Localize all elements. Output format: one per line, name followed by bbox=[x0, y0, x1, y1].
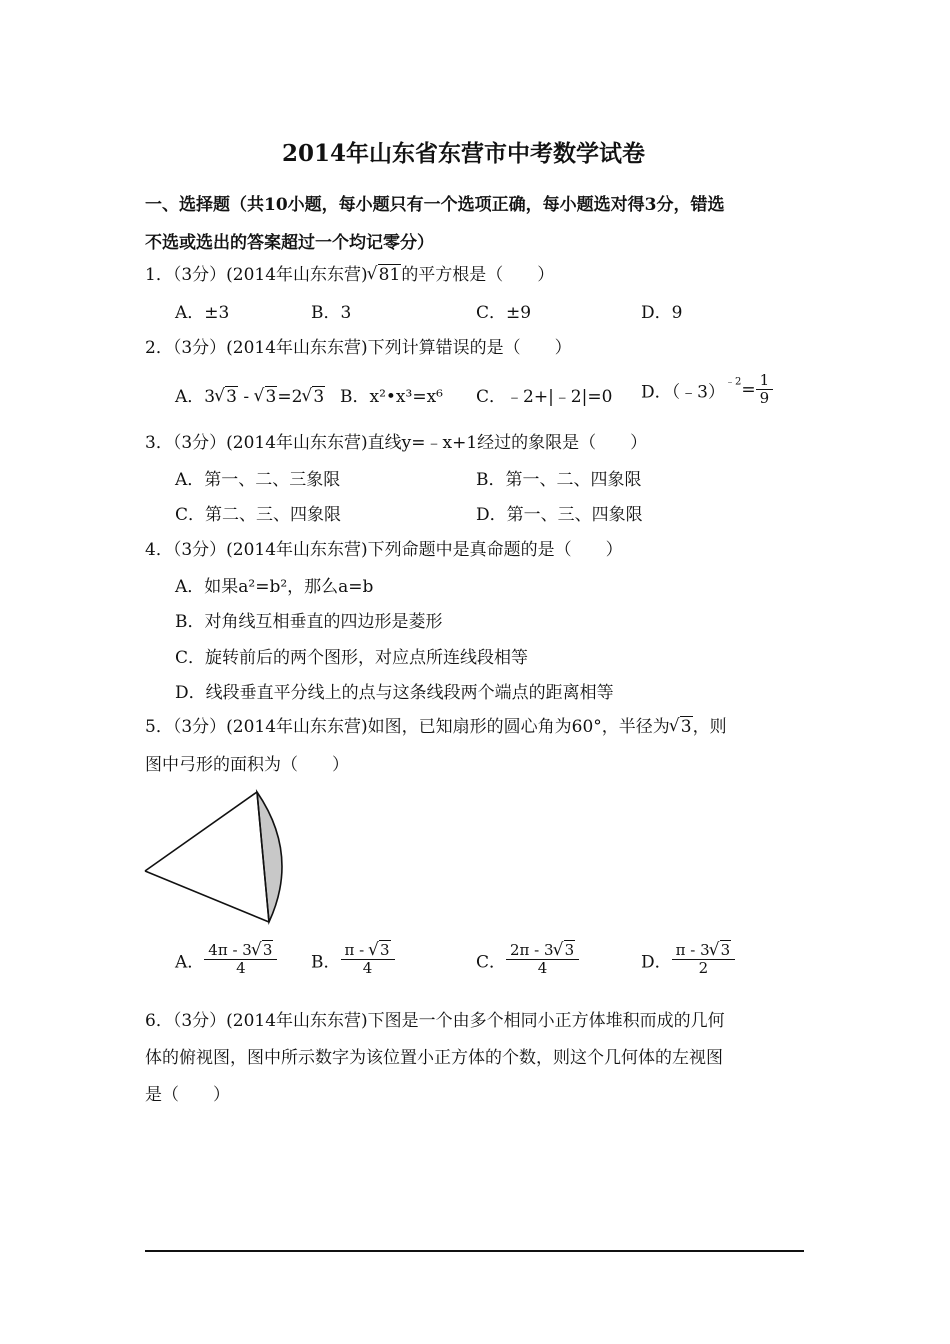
sqrt-3 bbox=[370, 942, 391, 959]
question-3-stem: 3．（3分）(2014年山东东营)直线y=﹣x+1经过的象限是（ ） bbox=[145, 433, 648, 453]
numerator bbox=[506, 942, 579, 960]
coefficient: 3 bbox=[204, 387, 216, 407]
question-5-option-a[interactable] bbox=[175, 942, 277, 978]
question-1-option-c[interactable]: C．±9 bbox=[476, 303, 532, 323]
sqrt-radicand: 3 bbox=[265, 387, 277, 407]
question-4-option-a[interactable]: A．如果a²=b²，那么a=b bbox=[175, 577, 374, 597]
question-1-prefix: 1．（3分）(2014年山东东营) bbox=[145, 265, 368, 285]
sqrt-3 bbox=[256, 387, 278, 407]
denominator: 4 bbox=[537, 959, 548, 978]
sector-figure bbox=[140, 785, 300, 930]
page-footer-rule bbox=[145, 1250, 804, 1252]
sqrt-radicand: 81 bbox=[378, 265, 401, 285]
sector-radius-bottom bbox=[145, 871, 269, 922]
fraction bbox=[506, 942, 579, 978]
option-label: D． bbox=[641, 382, 672, 403]
question-3-option-c[interactable]: C．第二、三、四象限 bbox=[175, 505, 342, 525]
sector-radius-top bbox=[145, 792, 257, 871]
sqrt-3 bbox=[711, 942, 732, 959]
exponent: ﹣2 bbox=[724, 376, 742, 388]
numerator-text: π - bbox=[344, 941, 369, 959]
fraction bbox=[204, 942, 277, 978]
numerator bbox=[204, 942, 277, 960]
numerator-text: 2π - 3 bbox=[510, 941, 554, 959]
question-6-stem-line1: 6．（3分）(2014年山东东营)下图是一个由多个相同小正方体堆积而成的几何 bbox=[145, 1011, 725, 1031]
question-5-option-b[interactable] bbox=[311, 942, 395, 978]
question-5-option-c[interactable] bbox=[476, 942, 579, 978]
equals: =2 bbox=[277, 387, 303, 407]
question-4-option-d[interactable]: D．线段垂直平分线上的点与这条线段两个端点的距离相等 bbox=[175, 683, 614, 703]
question-2-option-d[interactable] bbox=[641, 372, 773, 408]
question-4-stem: 4．（3分）(2014年山东东营)下列命题中是真命题的是（ ） bbox=[145, 540, 623, 560]
sqrt-3 bbox=[671, 717, 693, 737]
sqrt-radicand: 3 bbox=[379, 941, 390, 959]
question-3-option-d[interactable]: D．第一、三、四象限 bbox=[476, 505, 643, 525]
question-5-stem-post: ，则 bbox=[692, 717, 727, 737]
question-5-option-d[interactable] bbox=[641, 942, 735, 978]
minus-sign: - bbox=[237, 387, 255, 407]
base: （﹣3） bbox=[671, 382, 725, 403]
denominator: 4 bbox=[362, 959, 373, 978]
sqrt-radicand: 3 bbox=[680, 717, 692, 737]
question-4-option-b[interactable]: B．对角线互相垂直的四边形是菱形 bbox=[175, 612, 443, 632]
option-label: A． bbox=[175, 387, 205, 407]
sqrt-81 bbox=[369, 265, 402, 285]
question-3-option-a[interactable]: A．第一、二、三象限 bbox=[175, 470, 341, 490]
sqrt-3 bbox=[216, 387, 238, 407]
numerator: 1 bbox=[756, 372, 774, 390]
page-title: 2014年山东省东营市中考数学试卷 bbox=[282, 140, 646, 167]
equals: = bbox=[741, 379, 756, 400]
sqrt-3 bbox=[253, 942, 274, 959]
question-1-option-d[interactable]: D．9 bbox=[641, 303, 683, 323]
section-header-line1: 一、选择题（共10小题，每小题只有一个选项正确，每小题选对得3分，错选 bbox=[145, 195, 725, 215]
question-5-stem-pre: 5．（3分）(2014年山东东营)如图，已知扇形的圆心角为60°，半径为 bbox=[145, 717, 670, 737]
fraction-one-ninth bbox=[756, 372, 774, 408]
question-1-suffix: 的平方根是（ ） bbox=[401, 265, 555, 285]
fraction bbox=[672, 942, 736, 978]
question-4-option-c[interactable]: C．旋转前后的两个图形，对应点所连线段相等 bbox=[175, 648, 529, 668]
question-5-stem-line2: 图中弓形的面积为（ ） bbox=[145, 755, 349, 775]
sqrt-radicand: 3 bbox=[313, 387, 325, 407]
denominator: 9 bbox=[759, 389, 770, 408]
question-2-stem: 2．（3分）(2014年山东东营)下列计算错误的是（ ） bbox=[145, 338, 572, 358]
denominator: 4 bbox=[236, 959, 246, 978]
question-2-option-b[interactable] bbox=[340, 382, 443, 407]
option-label: A． bbox=[175, 952, 205, 973]
question-5-stem bbox=[145, 712, 727, 737]
option-label: C． bbox=[476, 952, 507, 973]
numerator bbox=[672, 942, 736, 960]
sqrt-radicand: 3 bbox=[226, 387, 237, 407]
fraction bbox=[341, 942, 395, 978]
question-6-stem-line3: 是（ ） bbox=[145, 1085, 230, 1105]
question-2-option-a[interactable] bbox=[175, 382, 325, 407]
question-1-option-a[interactable]: A．±3 bbox=[175, 303, 230, 323]
option-label: B． bbox=[311, 952, 341, 973]
sqrt-radicand: 3 bbox=[262, 941, 273, 959]
option-label: D． bbox=[641, 952, 672, 973]
option-label: B． bbox=[340, 387, 370, 407]
section-header-line2: 不选或选出的答案超过一个均记零分） bbox=[145, 233, 434, 253]
sqrt-3 bbox=[555, 942, 576, 959]
question-2-option-c[interactable]: C．﹣2+|﹣2|=0 bbox=[476, 387, 613, 407]
segment-shaded-region bbox=[257, 792, 282, 922]
question-6-stem-line2: 体的俯视图，图中所示数字为该位置小正方体的个数，则这个几何体的左视图 bbox=[145, 1048, 723, 1068]
sqrt-3 bbox=[303, 387, 325, 407]
question-3-option-b[interactable]: B．第一、二、四象限 bbox=[476, 470, 642, 490]
numerator-text: 4π - 3 bbox=[208, 941, 252, 959]
question-1-stem bbox=[145, 260, 554, 285]
numerator-text: π - 3 bbox=[675, 941, 710, 959]
option-expression: x²•x³=x⁶ bbox=[369, 387, 443, 407]
denominator: 2 bbox=[698, 959, 709, 978]
numerator bbox=[341, 942, 395, 960]
question-1-option-b[interactable]: B．3 bbox=[311, 303, 352, 323]
sqrt-radicand: 3 bbox=[720, 941, 731, 959]
sqrt-radicand: 3 bbox=[564, 941, 575, 959]
